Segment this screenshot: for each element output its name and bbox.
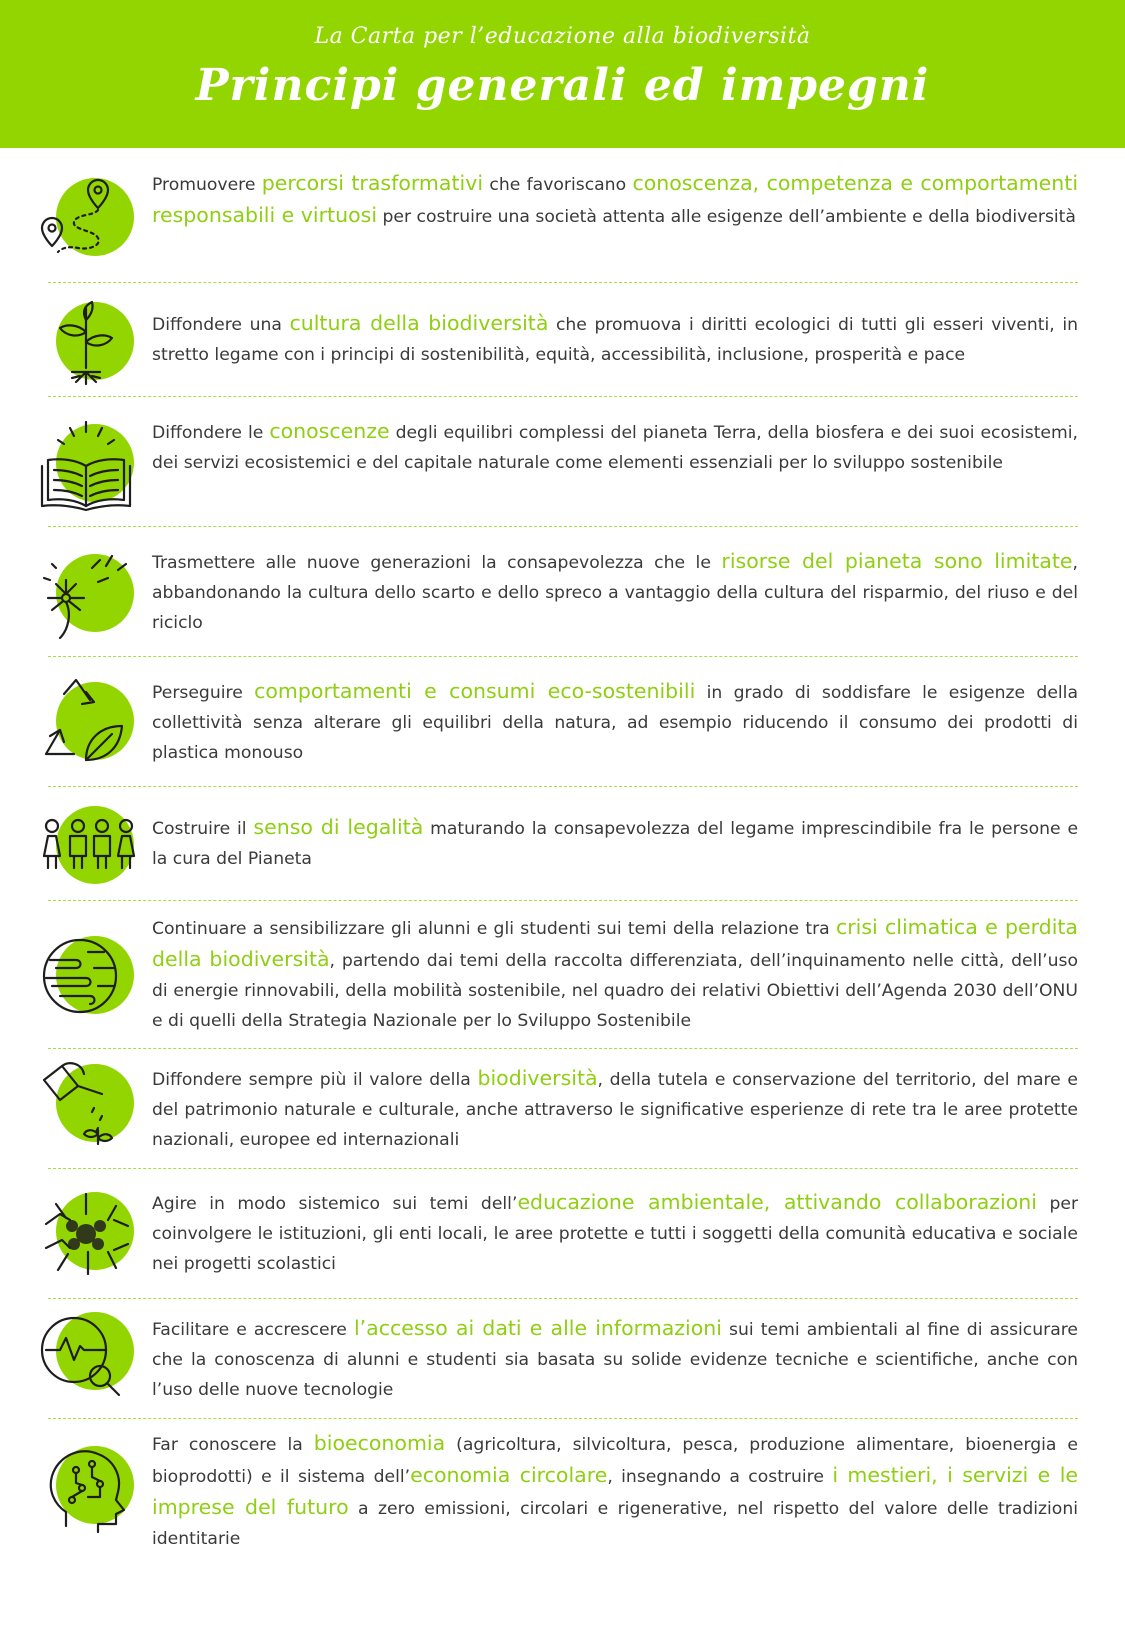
text-segment: , della tutela e conservazione del territorio, del mare e del patrimonio naturale e culturale, anche attraverso le significative esperienze di rete tra le aree protette nazionali, europee ed internazionali: [152, 1070, 1079, 1150]
principle-text: [152, 1063, 1078, 1155]
highlight-phrase: percorsi trasformativi: [261, 171, 484, 195]
text-segment: Diffondere le: [152, 423, 270, 443]
text-segment: che promuova i diritti ecologici di tutti gli esseri viventi, in stretto legame con i principi di sostenibilità, equità, accessibilità, inclusione, prosperità e pace: [152, 315, 1078, 365]
header-subtitle: La Carta per l’educazione alla biodiversità: [314, 24, 811, 49]
principle-text: [152, 1187, 1078, 1279]
text-segment: per costruire una società attenta alle esigenze dell’ambiente e della biodiversità: [377, 207, 1076, 227]
principle-text: [152, 1428, 1078, 1554]
text-segment: Far conoscere la: [152, 1435, 314, 1455]
dashed-divider: [48, 282, 1078, 283]
dashed-divider: [48, 1418, 1078, 1419]
text-segment: Perseguire: [152, 683, 255, 703]
principle-text: [152, 546, 1078, 638]
text-segment: a zero emissioni, circolari e rigenerative, nel rispetto del valore delle tradizioni identitarie: [152, 1499, 1078, 1549]
principle-text: [152, 308, 1078, 370]
planet-climate-icon: [36, 930, 140, 1020]
text-segment: Diffondere una: [152, 315, 290, 335]
recycle-leaf-icon: [36, 676, 140, 766]
principle-text: [152, 812, 1078, 874]
route-map-pin-icon: [36, 172, 140, 262]
data-search-icon: [36, 1306, 140, 1396]
highlight-phrase: l’accesso ai dati e alle informazioni: [353, 1316, 722, 1340]
text-segment: (agricoltura, silvicoltura, pesca, produzione alimentare, bioenergia e bioprodotti) e il sistema dell’: [152, 1435, 1078, 1487]
principle-text: [152, 168, 1078, 232]
text-segment: Diffondere sempre più il valore della: [152, 1070, 478, 1090]
highlight-phrase: cultura della biodiversità: [289, 311, 549, 335]
highlight-phrase: senso di legalità: [253, 815, 424, 839]
text-segment: , insegnando a costruire: [607, 1467, 833, 1487]
dashed-divider: [48, 656, 1078, 657]
principle-text: [152, 1313, 1078, 1405]
dashed-divider: [48, 1048, 1078, 1049]
highlight-phrase: i mestieri, i servizi e le imprese del futuro: [152, 1463, 1079, 1519]
highlight-phrase: conoscenza, competenza e comportamenti responsabili e virtuosi: [152, 171, 1079, 227]
text-segment: Agire in modo sistemico sui temi dell’: [152, 1194, 518, 1214]
hands-together-icon: [36, 1186, 140, 1276]
principle-text: [152, 912, 1078, 1036]
head-circuit-icon: [36, 1440, 140, 1530]
text-segment: sui temi ambientali al fine di assicurare che la conoscenza di alunni e studenti sia basata su solide evidenze tecniche e scientifiche, anche con l’uso delle nuove tecnologie: [152, 1320, 1078, 1400]
text-segment: per coinvolgere le istituzioni, gli enti locali, le aree protette e tutti i soggetti della comunità educativa e sociale nei progetti scolastici: [152, 1194, 1079, 1274]
highlight-phrase: risorse del pianeta sono limitate: [721, 549, 1073, 573]
principle-text: [152, 416, 1078, 478]
text-segment: Costruire il: [152, 819, 254, 839]
text-segment: Promuovere: [152, 175, 262, 195]
dashed-divider: [48, 900, 1078, 901]
text-segment: Facilitare e accrescere: [152, 1320, 354, 1340]
highlight-phrase: comportamenti e consumi eco-sostenibili: [254, 679, 696, 703]
dashed-divider: [48, 396, 1078, 397]
highlight-phrase: biodiversità: [477, 1066, 598, 1090]
principle-text: [152, 676, 1078, 768]
highlight-phrase: economia circolare: [410, 1463, 608, 1487]
text-segment: Trasmettere alle nuove generazioni la consapevolezza che le: [152, 553, 722, 573]
page-header: [0, 0, 1125, 148]
dashed-divider: [48, 786, 1078, 787]
page-title: Principi generali ed impegni: [195, 60, 930, 111]
sprout-roots-icon: [36, 296, 140, 386]
watering-can-icon: [36, 1058, 140, 1148]
open-book-icon: [36, 418, 140, 508]
text-segment: in grado di soddisfare le esigenze della collettività senza alterare gli equilibri della natura, ad esempio riducendo il consumo dei prodotti di plastica monouso: [152, 683, 1078, 763]
text-segment: , abbandonando la cultura dello scarto e dello spreco a vantaggio della cultura del risparmio, del riuso e del riciclo: [152, 553, 1078, 633]
text-segment: degli equilibri complessi del pianeta Terra, della biosfera e dei suoi ecosistemi, dei servizi ecosistemici e del capitale naturale come elementi essenziali per lo sviluppo sostenibile: [152, 423, 1078, 473]
text-segment: maturando la consapevolezza del legame imprescindibile fra le persone e la cura del Pianeta: [152, 819, 1079, 869]
highlight-phrase: conoscenze: [269, 419, 390, 443]
highlight-phrase: crisi climatica e perdita della biodiversità: [152, 915, 1078, 971]
text-segment: che favoriscano: [483, 175, 633, 195]
dashed-divider: [48, 1168, 1078, 1169]
dashed-divider: [48, 526, 1078, 527]
dandelion-icon: [36, 548, 140, 638]
highlight-phrase: bioeconomia: [313, 1431, 446, 1455]
dashed-divider: [48, 1298, 1078, 1299]
highlight-phrase: educazione ambientale, attivando collaborazioni: [517, 1190, 1037, 1214]
people-group-icon: [36, 800, 140, 890]
text-segment: Continuare a sensibilizzare gli alunni e gli studenti sui temi della relazione tra: [152, 919, 836, 939]
text-segment: , partendo dai temi della raccolta differenziata, dell’inquinamento nelle città, dell’uso di energie rinnovabili, della mobilità sostenibile, nel quadro dei relativi Obiettivi dell’Agenda 2030 dell’ONU e di quelli della Strategia Nazionale per lo Sviluppo Sostenibile: [152, 951, 1078, 1031]
